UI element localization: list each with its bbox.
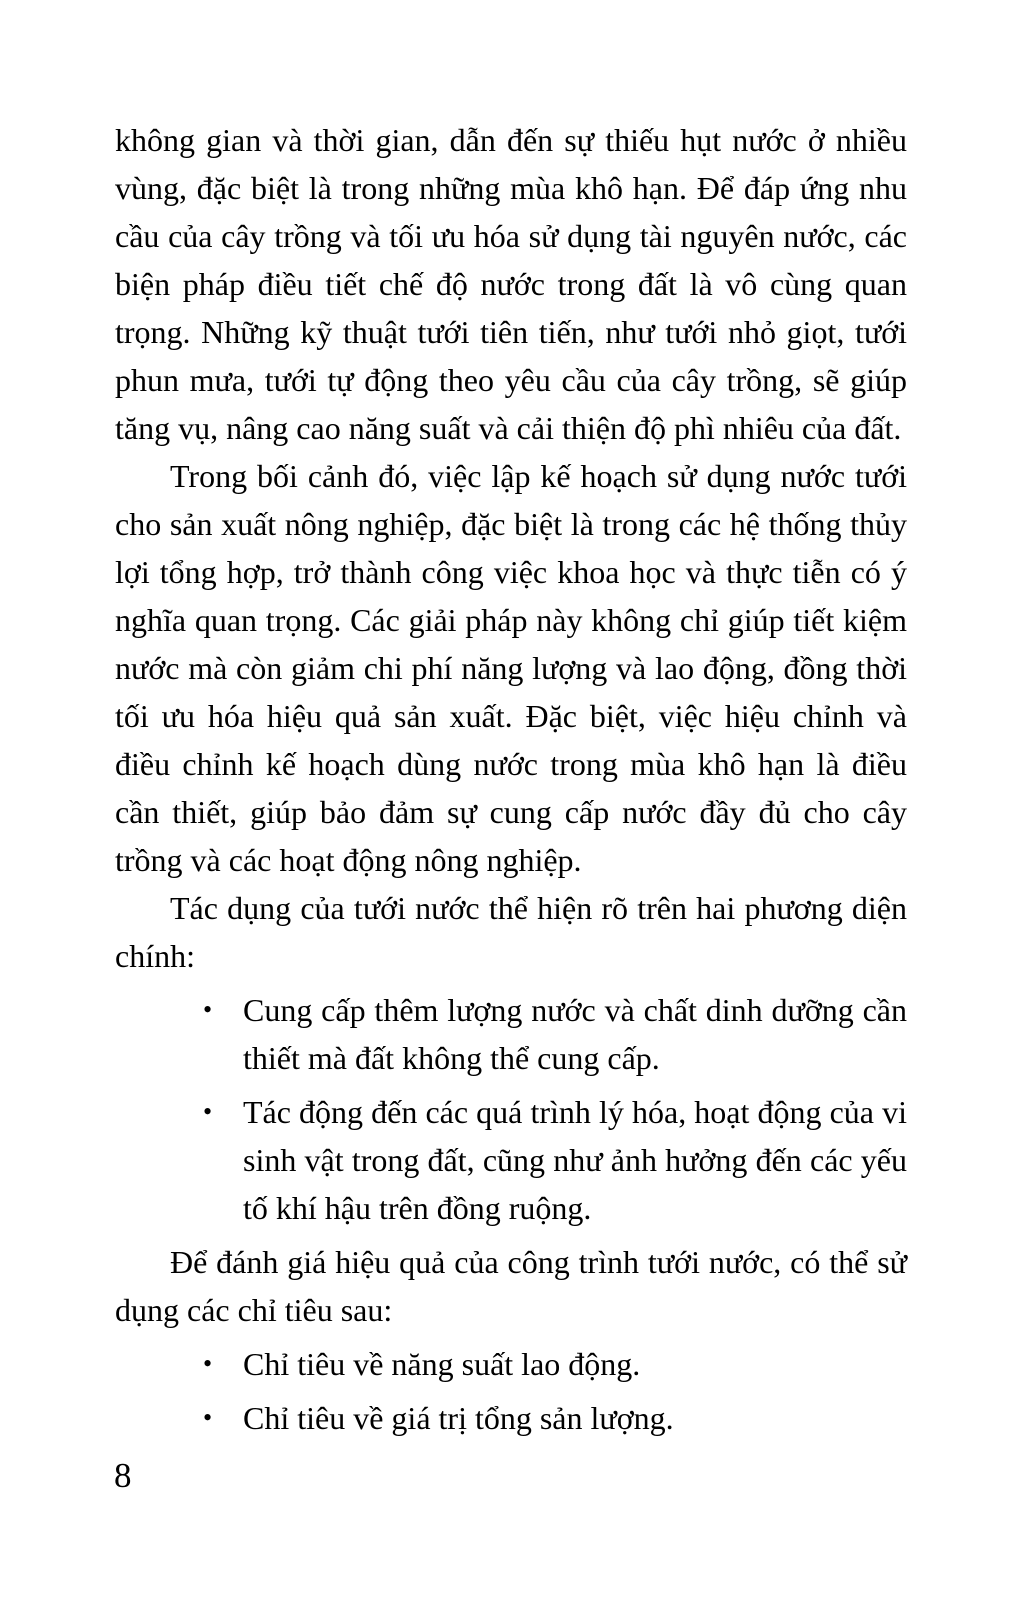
bullet-text: Cung cấp thêm lượng nước và chất dinh dưỡng cần thiết mà đất không thể cung cấp. (243, 992, 907, 1076)
bullet-item (115, 1340, 907, 1388)
paragraph: Tác dụng của tưới nước thể hiện rõ trên hai phương diện chính: (115, 890, 907, 974)
bullet-item (115, 986, 907, 1082)
bullet-icon: • (203, 1403, 213, 1432)
page-body (115, 116, 907, 1448)
bullet-text: Chỉ tiêu về năng suất lao động. (243, 1346, 641, 1382)
bullet-icon: • (203, 1097, 213, 1126)
bullet-icon: • (203, 1349, 213, 1378)
bullet-item (115, 1394, 907, 1442)
bullet-icon: • (203, 995, 213, 1024)
bullet-text: Tác động đến các quá trình lý hóa, hoạt động của vi sinh vật trong đất, cũng như ảnh hưởng đến các yếu tố khí hậu trên đồng ruộng. (243, 1094, 907, 1226)
paragraph: Để đánh giá hiệu quả của công trình tưới nước, có thể sử dụng các chỉ tiêu sau: (115, 1244, 907, 1328)
paragraph: Trong bối cảnh đó, việc lập kế hoạch sử dụng nước tưới cho sản xuất nông nghiệp, đặc biệt là trong các hệ thống thủy lợi tổng hợp, trở thành công việc khoa học và thực tiễn có ý nghĩa quan trọng. Các giải pháp này không chỉ giúp tiết kiệm nước mà còn giảm chi phí năng lượng và lao động, đồng thời tối ưu hóa hiệu quả sản xuất. Đặc biệt, việc hiệu chỉnh và điều chỉnh kế hoạch dùng nước trong mùa khô hạn là điều cần thiết, giúp bảo đảm sự cung cấp nước đầy đủ cho cây trồng và các hoạt động nông nghiệp. (115, 458, 907, 878)
page-number: 8 (114, 1456, 132, 1495)
bullet-item (115, 1088, 907, 1232)
bullet-text: Chỉ tiêu về giá trị tổng sản lượng. (243, 1400, 674, 1436)
paragraph: không gian và thời gian, dẫn đến sự thiếu hụt nước ở nhiều vùng, đặc biệt là trong những mùa khô hạn. Để đáp ứng nhu cầu của cây trồng và tối ưu hóa sử dụng tài nguyên nước, các biện pháp điều tiết chế độ nước trong đất là vô cùng quan trọng. Những kỹ thuật tưới tiên tiến, như tưới nhỏ giọt, tưới phun mưa, tưới tự động theo yêu cầu của cây trồng, sẽ giúp tăng vụ, nâng cao năng suất và cải thiện độ phì nhiêu của đất. (115, 122, 907, 446)
